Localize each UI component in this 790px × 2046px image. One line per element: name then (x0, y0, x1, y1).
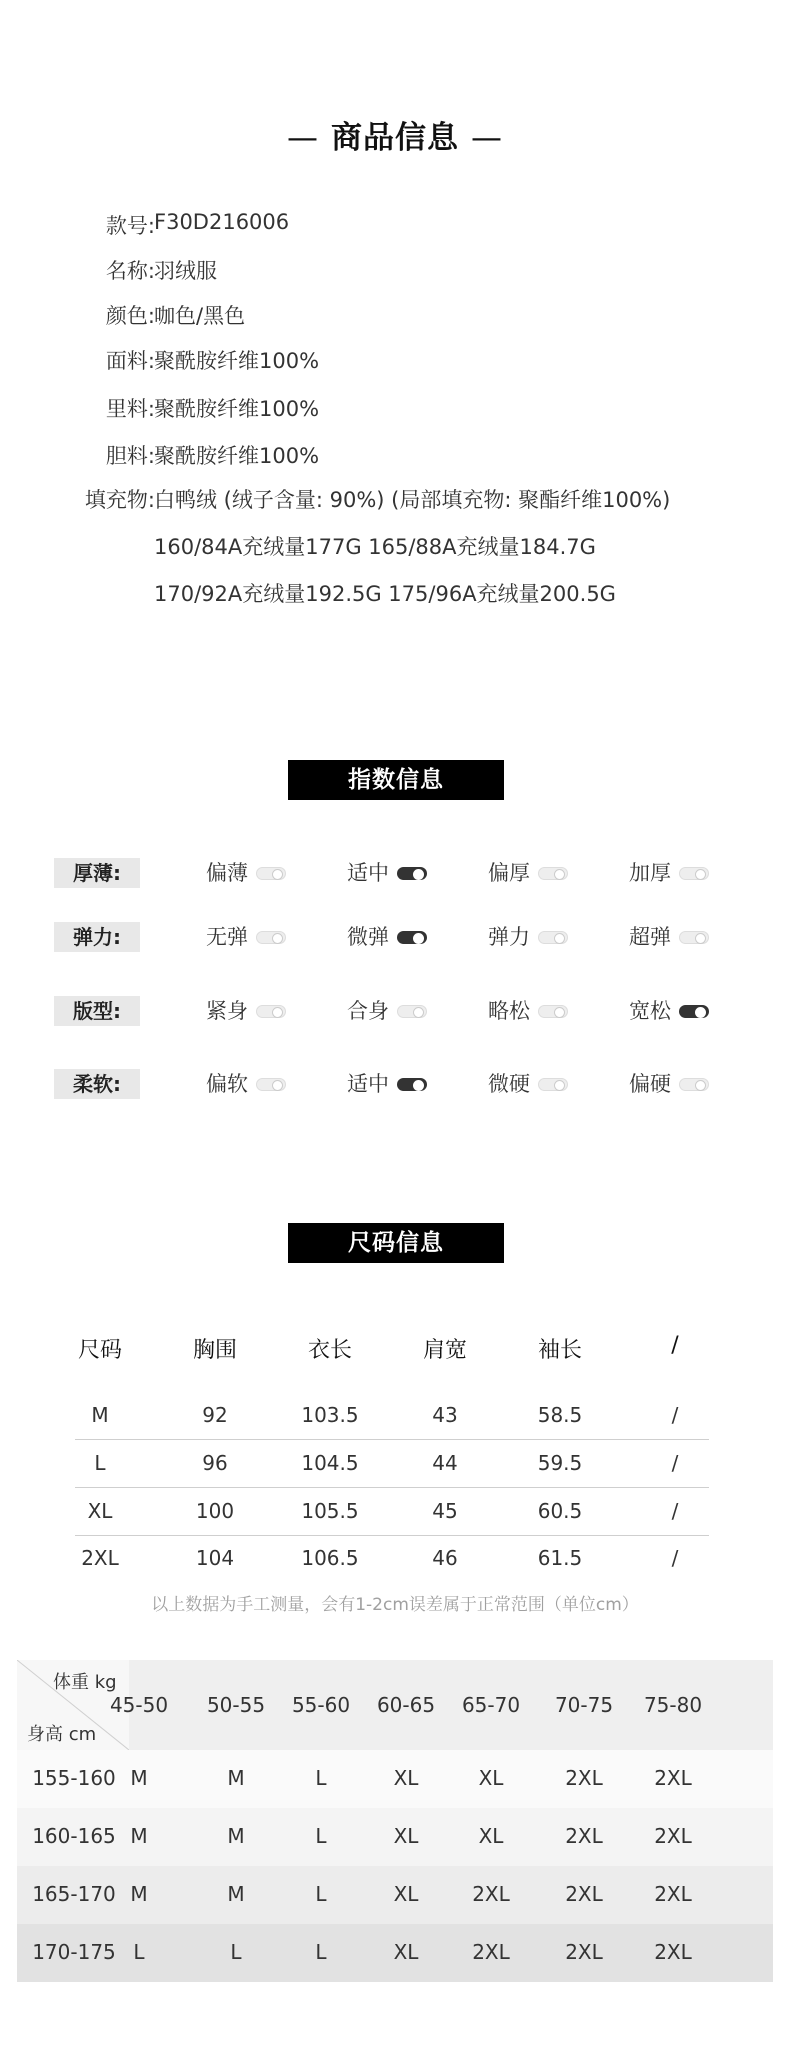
index-toggle[interactable] (256, 1005, 286, 1018)
fit-size-cell: M (130, 1824, 148, 1848)
size-cell: 43 (432, 1403, 458, 1427)
size-cell: 103.5 (301, 1403, 359, 1427)
size-cell: M (91, 1403, 109, 1427)
fit-size-cell: L (315, 1940, 327, 1964)
size-cell: 59.5 (537, 1451, 583, 1475)
size-cell: 100 (195, 1499, 235, 1523)
index-toggle[interactable] (538, 867, 568, 880)
index-option-label: 超弹 (629, 925, 671, 949)
index-option-label: 偏厚 (488, 861, 530, 885)
fit-height-cell: 160-165 (32, 1824, 116, 1848)
fit-size-cell: 2XL (654, 1940, 692, 1964)
info-value: 聚酰胺纤维100% (154, 444, 320, 468)
fit-size-cell: 2XL (472, 1882, 510, 1906)
info-value: 咖色/黑色 (154, 304, 246, 328)
fit-weight-header: 60-65 (376, 1693, 436, 1717)
info-row (0, 578, 790, 608)
info-label: 颜色: (105, 304, 155, 328)
title-text: 商品信息 (331, 120, 459, 156)
size-cell: 44 (432, 1451, 458, 1475)
index-row (0, 996, 790, 1026)
fit-size-cell: XL (393, 1766, 419, 1790)
fit-chart (17, 1660, 773, 1980)
size-cell: / (671, 1499, 679, 1523)
size-cell: 46 (432, 1546, 458, 1570)
size-cell: 45 (432, 1499, 458, 1523)
size-cell: 2XL (81, 1546, 119, 1570)
size-cell: / (671, 1451, 679, 1475)
index-toggle[interactable] (256, 867, 286, 880)
info-value: F30D216006 (154, 210, 290, 234)
info-row (0, 440, 790, 470)
fit-size-cell: XL (478, 1766, 504, 1790)
fit-size-cell: 2XL (565, 1824, 603, 1848)
fit-size-cell: L (315, 1766, 327, 1790)
size-cell: 106.5 (301, 1546, 359, 1570)
size-cell: / (671, 1546, 679, 1570)
fit-size-cell: L (230, 1940, 242, 1964)
size-row-divider (75, 1487, 709, 1488)
info-value: 聚酰胺纤维100% (154, 397, 320, 421)
fit-size-cell: M (227, 1882, 245, 1906)
index-toggle[interactable] (397, 867, 427, 880)
info-value: 160/84A充绒量177G 165/88A充绒量184.7G (154, 535, 596, 559)
info-row (0, 345, 790, 375)
info-row (0, 210, 790, 240)
size-cell: 60.5 (537, 1499, 583, 1523)
fit-weight-header: 70-75 (554, 1693, 614, 1717)
index-option-label: 宽松 (629, 999, 671, 1023)
index-label: 版型: (54, 996, 140, 1026)
info-label: 款号: (105, 214, 155, 238)
fit-size-cell: M (130, 1766, 148, 1790)
index-toggle[interactable] (256, 931, 286, 944)
index-label: 弹力: (54, 922, 140, 952)
fit-size-cell: L (133, 1940, 145, 1964)
index-toggle[interactable] (679, 1005, 709, 1018)
index-option-label: 微弹 (347, 925, 389, 949)
fit-size-cell: 2XL (654, 1824, 692, 1848)
index-toggle[interactable] (397, 1078, 427, 1091)
info-label: 填充物: (84, 488, 155, 512)
size-header-cell: / (671, 1333, 679, 1358)
index-row (0, 1069, 790, 1099)
info-value: 白鸭绒 (绒子含量: 90%) (局部填充物: 聚酯纤维100%) (154, 488, 671, 512)
fit-weight-header: 75-80 (643, 1693, 703, 1717)
fit-height-cell: 165-170 (32, 1882, 116, 1906)
fit-size-cell: 2XL (654, 1882, 692, 1906)
size-cell: XL (87, 1499, 113, 1523)
fit-height-cell: 155-160 (32, 1766, 116, 1790)
index-label: 柔软: (54, 1069, 140, 1099)
index-toggle[interactable] (679, 1078, 709, 1091)
section-title-product-info (0, 112, 790, 157)
index-option-label: 弹力 (488, 925, 530, 949)
section-title-size: 尺码信息 (288, 1223, 504, 1263)
index-option-label: 加厚 (629, 861, 671, 885)
size-cell: 58.5 (537, 1403, 583, 1427)
fit-size-cell: XL (393, 1882, 419, 1906)
index-option-label: 偏薄 (206, 861, 248, 885)
size-row-divider (75, 1439, 709, 1440)
section-title-index: 指数信息 (288, 760, 504, 800)
info-row (0, 393, 790, 423)
fit-weight-header: 45-50 (109, 1693, 169, 1717)
index-option-label: 略松 (488, 999, 530, 1023)
fit-size-cell: XL (393, 1824, 419, 1848)
size-cell: 105.5 (301, 1499, 359, 1523)
size-header-cell: 胸围 (192, 1338, 237, 1363)
size-row-divider (75, 1535, 709, 1536)
size-cell: 104.5 (301, 1451, 359, 1475)
fit-size-cell: L (315, 1882, 327, 1906)
index-toggle[interactable] (538, 931, 568, 944)
fit-size-cell: L (315, 1824, 327, 1848)
size-cell: / (671, 1403, 679, 1427)
fit-size-cell: 2XL (472, 1940, 510, 1964)
fit-weight-header: 55-60 (291, 1693, 351, 1717)
size-header-cell: 衣长 (307, 1338, 352, 1363)
corner-height-label: 身高 cm (27, 1724, 97, 1745)
fit-size-cell: M (227, 1766, 245, 1790)
index-row (0, 858, 790, 888)
index-option-label: 合身 (347, 999, 389, 1023)
fit-size-cell: 2XL (565, 1882, 603, 1906)
size-header-cell: 肩宽 (422, 1338, 467, 1363)
index-toggle[interactable] (397, 931, 427, 944)
fit-size-cell: 2XL (654, 1766, 692, 1790)
info-row (0, 531, 790, 561)
size-cell: L (94, 1451, 106, 1475)
index-option-label: 无弹 (206, 925, 248, 949)
index-option-label: 适中 (347, 1072, 389, 1096)
size-cell: 96 (202, 1451, 228, 1475)
fit-size-cell: 2XL (565, 1766, 603, 1790)
fit-height-cell: 170-175 (32, 1940, 116, 1964)
fit-size-cell: XL (393, 1940, 419, 1964)
corner-weight-label: 体重 kg (53, 1672, 117, 1693)
size-header-cell: 袖长 (537, 1338, 582, 1363)
info-label: 里料: (105, 397, 155, 421)
fit-weight-header: 65-70 (461, 1693, 521, 1717)
index-label: 厚薄: (54, 858, 140, 888)
index-toggle[interactable] (679, 867, 709, 880)
index-toggle[interactable] (538, 1078, 568, 1091)
fit-size-cell: M (227, 1824, 245, 1848)
index-toggle[interactable] (397, 1005, 427, 1018)
size-header-cell: 尺码 (77, 1338, 122, 1363)
index-toggle[interactable] (538, 1005, 568, 1018)
index-option-label: 紧身 (206, 999, 248, 1023)
index-option-label: 微硬 (488, 1072, 530, 1096)
index-option-label: 偏硬 (629, 1072, 671, 1096)
fit-weight-header: 50-55 (206, 1693, 266, 1717)
info-value: 聚酰胺纤维100% (154, 349, 320, 373)
size-note: 以上数据为手工测量，会有1-2cm误差属于正常范围（单位cm） (151, 1595, 639, 1615)
fit-size-cell: 2XL (565, 1940, 603, 1964)
info-value: 羽绒服 (154, 259, 217, 283)
info-label: 胆料: (105, 444, 155, 468)
index-option-label: 偏软 (206, 1072, 248, 1096)
info-value: 170/92A充绒量192.5G 175/96A充绒量200.5G (154, 582, 616, 606)
info-row (0, 484, 790, 514)
info-row (0, 255, 790, 285)
index-option-label: 适中 (347, 861, 389, 885)
index-toggle[interactable] (679, 931, 709, 944)
title-dash-left: — (287, 120, 319, 156)
index-toggle[interactable] (256, 1078, 286, 1091)
fit-size-cell: M (130, 1882, 148, 1906)
info-label: 面料: (105, 349, 155, 373)
info-label: 名称: (105, 259, 155, 283)
info-row (0, 300, 790, 330)
index-row (0, 922, 790, 952)
title-dash-right: — (471, 120, 503, 156)
fit-size-cell: XL (478, 1824, 504, 1848)
size-cell: 61.5 (537, 1546, 583, 1570)
size-cell: 104 (195, 1546, 235, 1570)
size-cell: 92 (202, 1403, 228, 1427)
